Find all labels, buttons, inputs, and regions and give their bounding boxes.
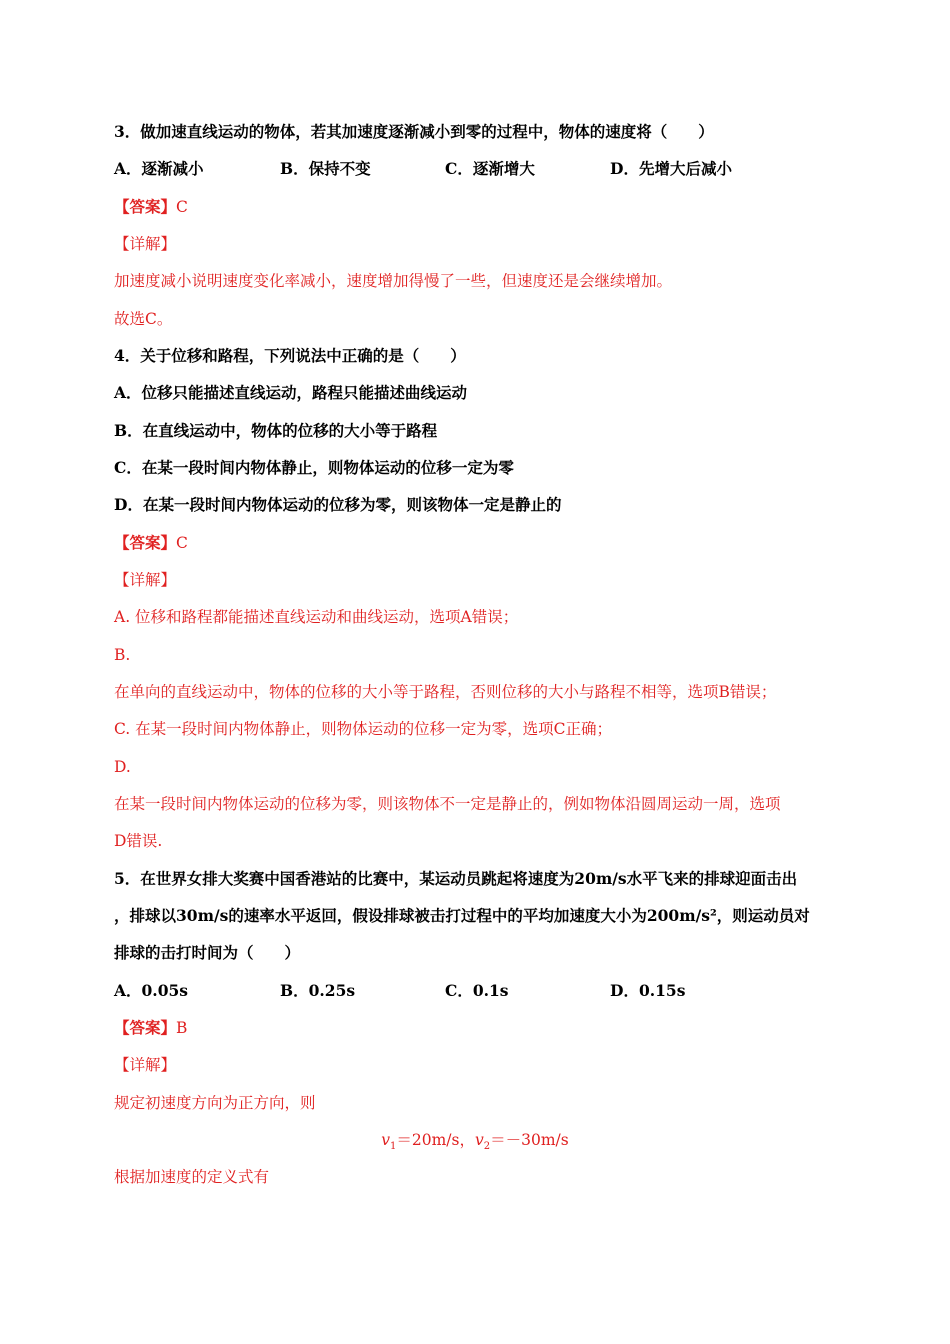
q5-detail-tag: 【详解】 [114, 1056, 177, 1074]
v2-subscript: 2 [483, 1141, 491, 1153]
answer-tag: 【答案】 [114, 197, 177, 216]
q4-option-b: B．在直线运动中，物体的位移的大小等于路程 [114, 421, 438, 440]
q3-option-b: B．保持不变 [280, 159, 371, 178]
q5-answer [114, 1017, 187, 1039]
answer-value: C [176, 198, 188, 216]
q4-explain-1: A. 位移和路程都能描述直线运动和曲线运动，选项A错误； [114, 608, 519, 626]
answer-value: B [176, 1019, 188, 1037]
answer-tag: 【答案】 [114, 1018, 177, 1037]
q4-option-c: C．在某一段时间内物体静止，则物体运动的位移一定为零 [114, 458, 514, 477]
q3-option-d: D．先增大后减小 [610, 159, 732, 178]
q5-option-a: A．0.05s [114, 981, 189, 1000]
q4-explain-7: D错误. [114, 832, 163, 850]
v1-symbol: v [381, 1131, 391, 1149]
q5-stem-line-1: 5．在世界女排大奖赛中国香港站的比赛中，某运动员跳起将速度为20m/s水平飞来的排球迎面击出 [114, 869, 798, 888]
q5-formula [0, 1129, 950, 1158]
q4-explain-4: C. 在某一段时间内物体静止，则物体运动的位移一定为零，选项C正确； [114, 720, 613, 738]
q5-explain-1: 规定初速度方向为正方向，则 [114, 1094, 316, 1112]
q3-explain-1: 加速度减小说明速度变化率减小，速度增加得慢了一些，但速度还是会继续增加。 [114, 272, 673, 290]
q4-explain-3: 在单向的直线运动中，物体的位移的大小等于路程，否则位移的大小与路程不相等，选项B错误； [114, 683, 777, 701]
v2-value: ＝－30m/s [490, 1131, 569, 1149]
q5-stem-line-3: 排球的击打时间为（ ） [114, 943, 301, 962]
answer-tag: 【答案】 [114, 533, 177, 552]
v1-value: ＝20m/s， [396, 1131, 475, 1149]
q3-option-a: A．逐渐减小 [114, 159, 204, 178]
q5-option-b: B．0.25s [280, 981, 356, 1000]
q3-answer [114, 196, 188, 218]
q4-explain-5: D. [114, 758, 131, 776]
q5-stem-line-2: ，排球以30m/s的速率水平返回，假设排球被击打过程中的平均加速度大小为200m/s²，则运动员对 [114, 906, 810, 925]
q3-detail-tag: 【详解】 [114, 235, 177, 253]
q5-explain-2: 根据加速度的定义式有 [114, 1168, 270, 1186]
q4-explain-6: 在某一段时间内物体运动的位移为零，则该物体不一定是静止的，例如物体沿圆周运动一周，选项 [114, 795, 781, 813]
q5-option-c: C．0.1s [445, 981, 509, 1000]
q4-option-d: D．在某一段时间内物体运动的位移为零，则该物体一定是静止的 [114, 495, 562, 514]
v1-subscript: 1 [390, 1141, 397, 1153]
q4-answer [114, 532, 188, 554]
q4-stem: 4．关于位移和路程，下列说法中正确的是（ ） [114, 346, 466, 365]
v2-symbol: v [475, 1131, 484, 1149]
q3-explain-2: 故选C。 [114, 310, 173, 328]
q4-option-a: A．位移只能描述直线运动，路程只能描述曲线运动 [114, 383, 468, 402]
q5-option-d: D．0.15s [610, 981, 686, 1000]
q4-explain-2: B. [114, 646, 131, 664]
q3-stem: 3．做加速直线运动的物体，若其加速度逐渐减小到零的过程中，物体的速度将（ ） [114, 122, 714, 141]
q3-option-c: C．逐渐增大 [445, 159, 535, 178]
q4-detail-tag: 【详解】 [114, 571, 177, 589]
answer-value: C [176, 534, 188, 552]
